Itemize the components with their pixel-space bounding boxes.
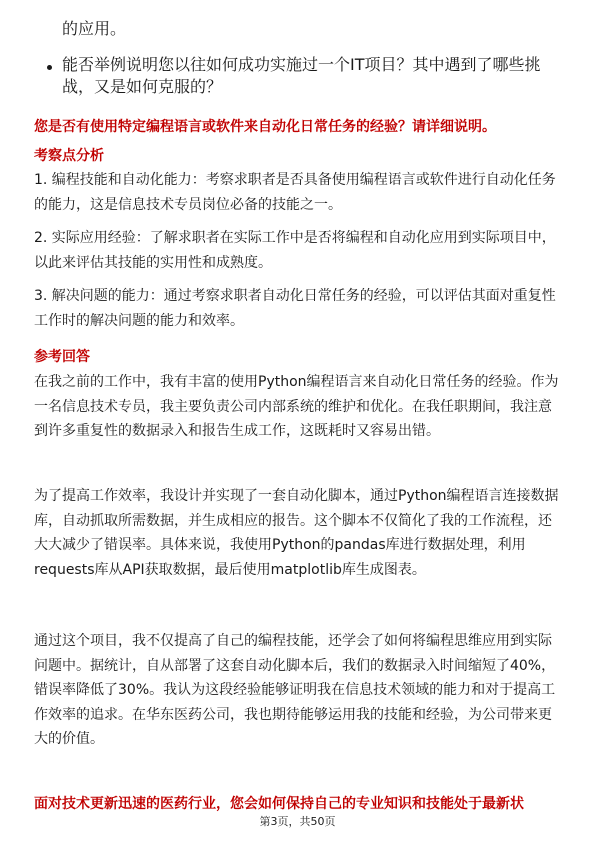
next-question-heading: 面对技术更新迅速的医药行业，您会如何保持自己的专业知识和技能处于最新状	[34, 796, 524, 812]
answer-paragraph-1: 在我之前的工作中，我有丰富的使用Python编程语言来自动化日常任务的经验。作为一名信息技术专员，我主要负责公司内部系统的维护和优化。在我任职期间，我注意到许多重复性的数据录入和报告生成工作，这既耗时又容易出错。	[34, 374, 559, 439]
list-item-bullet: 能否举例说明您以往如何成功实施过一个IT项目？其中遇到了哪些挑战，又是如何克服的？	[62, 55, 541, 96]
answer-paragraph-2: 为了提高工作效率，我设计并实现了一套自动化脚本，通过Python编程语言连接数据库，自动抓取所需数据，并生成相应的报告。这个脚本不仅简化了我的工作流程，还大大减少了错误率。具体来说，我使用Python的pandas库进行数据处理，利用requests库从API获取数据，最后使用matplotlib库生成图表。	[34, 488, 559, 578]
question-heading: 您是否有使用特定编程语言或软件来自动化日常任务的经验？请详细说明。	[34, 119, 496, 135]
answer-heading: 参考回答	[34, 349, 90, 365]
analysis-item-1: 1. 编程技能和自动化能力：考察求职者是否具备使用编程语言或软件进行自动化任务的能力，这是信息技术专员岗位必备的技能之一。	[34, 172, 556, 213]
answer-paragraph-3: 通过这个项目，我不仅提高了自己的编程技能，还学会了如何将编程思维应用到实际问题中。据统计，自从部署了这套自动化脚本后，我们的数据录入时间缩短了40%，错误率降低了30%。我认为这段经验能够证明我在信息技术领域的能力和对于提高工作效率的追求。在华东医药公司，我也期待能够运用我的技能和经验，为公司带来更大的价值。	[34, 633, 556, 747]
analysis-item-2: 2. 实际应用经验：了解求职者在实际工作中是否将编程和自动化应用到实际项目中，以此来评估其技能的实用性和成熟度。	[34, 230, 556, 271]
list-continuation-text: 的应用。	[62, 19, 127, 38]
analysis-item-3: 3. 解决问题的能力：通过考察求职者自动化日常任务的经验，可以评估其面对重复性工作时的解决问题的能力和效率。	[34, 288, 556, 329]
analysis-heading: 考察点分析	[34, 148, 104, 164]
bullet-icon	[47, 65, 52, 70]
page-number: 第3页，共50页	[259, 815, 336, 828]
